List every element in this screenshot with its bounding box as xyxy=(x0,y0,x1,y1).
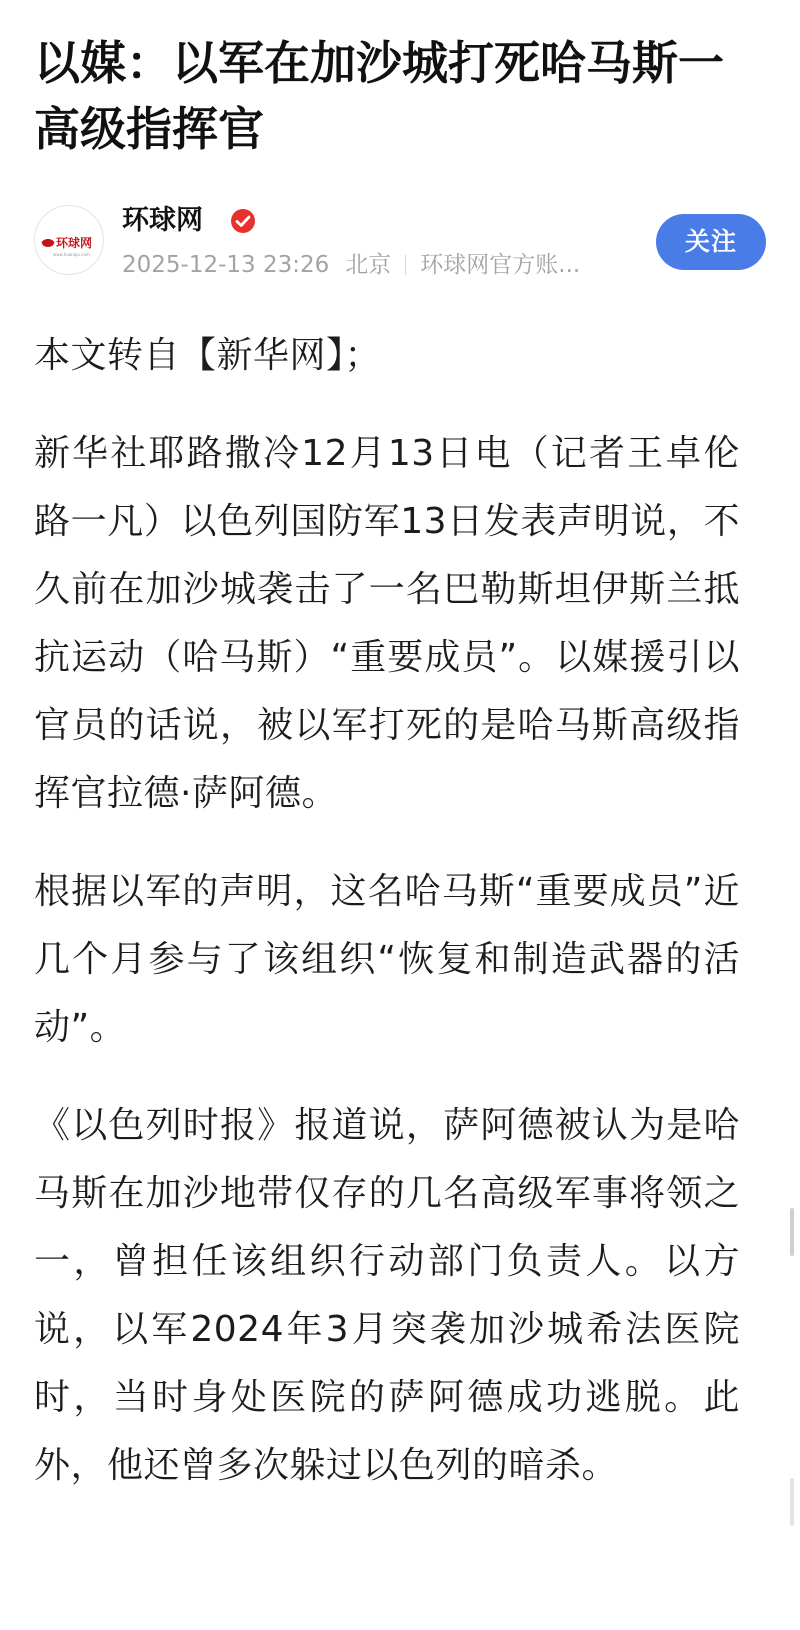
article-paragraph: 根据以军的声明，这名哈马斯“重要成员”近几个月参与了该组织“恢复和制造武器的活动”。 xyxy=(34,871,740,1048)
author-bar xyxy=(34,200,764,280)
follow-button[interactable]: 关注 xyxy=(656,214,766,270)
verified-badge-icon xyxy=(230,208,256,234)
huanqiu-logo-icon xyxy=(35,206,104,275)
article-paragraph: 新华社耶路撒冷12月13日电（记者王卓伦 路一凡）以色列国防军13日发表声明说，不久前在加沙城袭击了一名巴勒斯坦伊斯兰抵抗运动（哈马斯）“重要成员”。以媒援引以官员的话说，被以军打死的是哈马斯高级指挥官拉德·萨阿德。 xyxy=(34,433,740,814)
meta-divider xyxy=(405,255,406,275)
article-paragraph: 本文转自【新华网】； xyxy=(34,335,382,376)
article-meta xyxy=(122,250,580,280)
article-body xyxy=(34,322,740,1530)
publish-datetime: 2025-12-13 23:26 xyxy=(122,252,330,278)
scrollbar-indicator-secondary xyxy=(790,1478,794,1526)
author-avatar[interactable] xyxy=(34,205,104,275)
avatar-logo-subtext: www.huanqiu.com xyxy=(53,252,90,257)
article-title: 以媒：以军在加沙城打死哈马斯一高级指挥官 xyxy=(34,36,724,156)
article-paragraph: 《以色列时报》报道说，萨阿德被认为是哈马斯在加沙地带仅存的几名高级军事将领之一，曾担任该组织行动部门负责人。以方说，以军2024年3月突袭加沙城希法医院时，当时身处医院的萨阿德成功逃脱。此外，他还曾多次躲过以色列的暗杀。 xyxy=(34,1105,740,1486)
account-type: 环球网官方账... xyxy=(420,252,581,278)
author-name[interactable]: 环球网 xyxy=(122,205,203,236)
avatar-logo-text: 环球网 xyxy=(56,236,93,250)
scrollbar-indicator[interactable] xyxy=(790,1208,794,1256)
publish-location: 北京 xyxy=(345,252,392,278)
